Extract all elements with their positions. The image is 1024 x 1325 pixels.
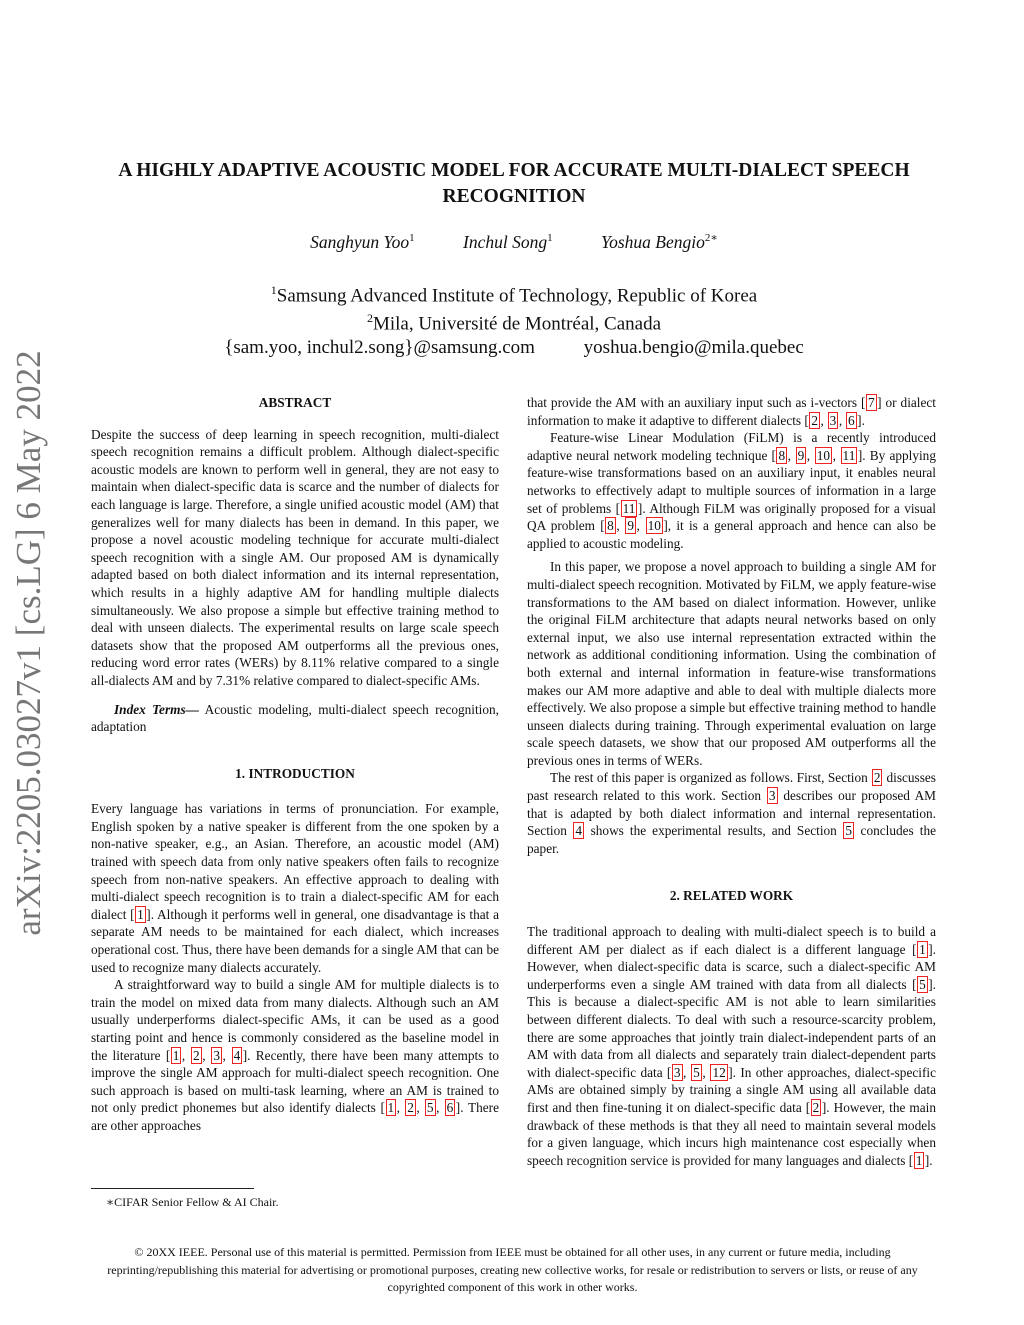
email-mila[interactable]: yoshua.bengio@mila.quebec bbox=[583, 336, 804, 358]
right-p4-text-e: concludes the paper. bbox=[527, 823, 936, 856]
citation-link[interactable]: 1 bbox=[915, 1152, 923, 1168]
intro-p2-text-c: ]. There are other approaches bbox=[91, 1100, 499, 1133]
citation-link[interactable]: 6 bbox=[446, 1100, 454, 1116]
introduction-heading: 1. INTRODUCTION bbox=[235, 765, 355, 781]
citation-link[interactable]: 1 bbox=[387, 1100, 395, 1116]
right-p2-text-a: Feature-wise Linear Modulation (FiLM) is a recently introduced adaptive neural network modeling technique [ bbox=[527, 430, 936, 463]
paper-title bbox=[100, 158, 928, 210]
intro-paragraph-1 bbox=[91, 800, 499, 976]
right-p1-text-a: that provide the AM with an auxiliary input such as i-vectors [ bbox=[527, 395, 866, 410]
citation-link[interactable]: 2 bbox=[811, 412, 819, 428]
footnote: ∗CIFAR Senior Fellow & AI Chair. bbox=[106, 1195, 279, 1209]
footnote-rule bbox=[91, 1188, 254, 1189]
right-p4-text-a: The rest of this paper is organized as follows. First, Section bbox=[550, 770, 872, 786]
intro-p2-text-b: ]. Recently, there have been many attempts to improve the single AM approach for multi-dialect speech recognition. One such approach is based on multi-task learning, where an AM is trained to not only predict phonemes but also identify dialects [ bbox=[91, 1047, 499, 1116]
related-text-f: ]. bbox=[924, 1152, 933, 1168]
citation-separator: , bbox=[616, 518, 625, 534]
citation-link[interactable]: 4 bbox=[233, 1047, 241, 1063]
citation-link[interactable]: 8 bbox=[607, 518, 614, 534]
email-line bbox=[100, 336, 928, 359]
right-column bbox=[527, 394, 936, 1169]
author-2 bbox=[463, 232, 553, 252]
affiliation-2-text: Mila, Université de Montréal, Canada bbox=[372, 313, 662, 335]
author-list bbox=[100, 231, 928, 253]
right-p1-text-b: ] or dialect information to make it adaptive to different dialects [ bbox=[527, 395, 936, 428]
affiliation-2 bbox=[100, 307, 928, 335]
citation-link[interactable]: 3 bbox=[673, 1064, 681, 1080]
citation-link[interactable]: 1 bbox=[137, 906, 144, 922]
author-3 bbox=[601, 232, 718, 252]
author-3-sup: 2∗ bbox=[704, 232, 718, 244]
left-column bbox=[91, 394, 499, 1135]
section-link[interactable]: 3 bbox=[768, 788, 776, 804]
intro-p1-text-b: ]. Although it performs well in general, one disadvantage is that a separate AM needs to be maintained for each dialect, which increases operational cost. Thus, there have been demands for a single AM that can be used to recognize many dialects accurately. bbox=[91, 906, 499, 975]
citation-link[interactable]: 3 bbox=[829, 412, 837, 428]
title-line-2: RECOGNITION bbox=[442, 186, 586, 207]
citation-separator: , bbox=[396, 1100, 405, 1116]
related-work-paragraph bbox=[527, 923, 936, 1169]
affiliation-1-text: Samsung Advanced Institute of Technology, Republic of Korea bbox=[276, 285, 758, 307]
citation-separator: , bbox=[222, 1047, 232, 1063]
arxiv-side-stamp: arXiv:2205.03027v1 [cs.LG] 6 May 2022 bbox=[9, 350, 48, 936]
right-p4-text-b: discusses past research related to this work. Section bbox=[527, 770, 936, 804]
author-1-sup: 1 bbox=[409, 232, 415, 244]
citation-separator: , bbox=[838, 412, 846, 428]
index-terms-text: Acoustic modeling, multi-dialect speech recognition, adaptation bbox=[91, 701, 499, 735]
related-text-a: The traditional approach to dealing with multi-dialect speech is to build a different AM per dialect as if each dialect is a different language [ bbox=[527, 924, 936, 957]
affiliation-1 bbox=[100, 279, 928, 307]
right-p4-text-c: describes our proposed AM that is adapted by both dialect information and internal representation. Section bbox=[527, 788, 936, 839]
citation-separator: , bbox=[702, 1064, 710, 1080]
right-paragraph-3: In this paper, we propose a novel approach to building a single AM for multi-dialect speech recognition. Motivated by FiLM, we apply feature-wise transformations to the AM based on dialect information. However, unlike the original FiLM architecture that adapts neural networks based on only external input, we also use internal representation extracted within the network as additional conditioning information. Using the combination of both external and internal information in feature-wise transformations makes our AM more adaptive and able to deal with multiple dialects more effectively. We also propose a simple but effective training method to handle unseen dialects during training. Through experimental evaluation on large scale speech datasets, we show that our proposed AM outperforms all the previous ones in terms of WERs. bbox=[527, 559, 936, 768]
citation-separator: , bbox=[636, 518, 646, 534]
citation-separator: , bbox=[181, 1047, 191, 1063]
citation-separator: , bbox=[832, 447, 841, 463]
citation-link[interactable]: 5 bbox=[919, 976, 926, 992]
citation-link[interactable]: 5 bbox=[693, 1064, 700, 1080]
citation-link[interactable]: 6 bbox=[847, 412, 855, 428]
right-p1-text-c: ]. bbox=[857, 412, 865, 428]
index-terms-label: Index Terms— bbox=[114, 701, 199, 717]
author-1 bbox=[310, 232, 415, 252]
citation-link[interactable]: 9 bbox=[627, 518, 635, 534]
citation-link[interactable]: 1 bbox=[919, 941, 926, 957]
citation-link[interactable]: 8 bbox=[778, 447, 786, 463]
right-p2-text-b: ]. By applying feature-wise transformations based on an auxiliary input, it enables neural networks to effectively adapt to multiple sources of information in a large set of problems [ bbox=[527, 447, 936, 516]
abstract-heading: ABSTRACT bbox=[258, 395, 332, 410]
right-p2-text-c: ]. Although FiLM was originally proposed for a visual QA problem [ bbox=[527, 500, 936, 534]
abstract-text: Despite the success of deep learning in speech recognition, multi-dialect speech recognition remains a difficult problem. Although dialect-specific acoustic models are known to perform well in general, they are not easy to maintain when dialect-specific data is scarce and the number of dialects for each language is large. Therefore, a single unified acoustic model (AM) that generalizes well for many dialects has been in demand. In this paper, we propose a novel acoustic modeling technique for accurate multi-dialect speech recognition with a single AM. Our proposed AM is dynamically adapted based on both dialect information and its internal representation, which results in a highly adaptive AM for handling multiple dialects simultaneously. We also propose a simple but effective training method to deal with unseen dialects. The experimental results on large scale speech datasets show that the proposed AM outperforms all the previous ones, reducing word error rates (WERs) by 8.11% relative compared to a single all-dialects AM and by 7.31% relative compared to dialect-specific AMs. bbox=[91, 426, 499, 688]
section-link[interactable]: 2 bbox=[873, 770, 881, 786]
affiliation-2-sup: 2 bbox=[366, 311, 373, 326]
citation-link[interactable]: 1 bbox=[172, 1047, 180, 1063]
citation-link[interactable]: 2 bbox=[407, 1100, 414, 1116]
citation-link[interactable]: 10 bbox=[647, 518, 661, 534]
author-3-name: Yoshua Bengio bbox=[601, 231, 705, 252]
citation-link[interactable]: 5 bbox=[426, 1100, 434, 1116]
related-text-c: ]. This is because a dialect-specific AM is not able to learn similarities between different dialects. To deal with such a resource-scarcity problem, there are some approaches that jointly train dialect-independent parts of an AM with data from all dialects and separately train dialect-dependent parts with dialect-specific data [ bbox=[527, 976, 936, 1080]
citation-link[interactable]: 12 bbox=[712, 1064, 726, 1080]
citation-separator: , bbox=[202, 1047, 211, 1063]
author-2-name: Inchul Song bbox=[463, 231, 548, 252]
citation-separator: , bbox=[787, 447, 796, 463]
citation-link[interactable]: 3 bbox=[213, 1047, 220, 1063]
related-text-d: ]. In other approaches, dialect-specific AMs are obtained simply by training a single AM using all available data first and then fine-tuning it on dialect-specific data [ bbox=[527, 1064, 936, 1115]
citation-link[interactable]: 2 bbox=[812, 1099, 820, 1115]
copyright-notice: © 20XX IEEE. Personal use of this material is permitted. Permission from IEEE must be obtained for all other uses, in any current or future media, including reprinting/republishing this material for advertising or promotional purposes, creating new collective works, for resale or redistribution to servers or lists, or reuse of any copyrighted component of this work in other works. bbox=[107, 1245, 918, 1294]
related-work-heading: 2. RELATED WORK bbox=[669, 888, 794, 904]
citation-link[interactable]: 11 bbox=[842, 447, 856, 463]
citation-separator: , bbox=[436, 1100, 445, 1116]
right-paragraph-2 bbox=[527, 429, 936, 552]
citation-separator: , bbox=[416, 1100, 425, 1116]
affiliations bbox=[100, 279, 928, 359]
citation-separator: , bbox=[820, 412, 828, 428]
citation-link[interactable]: 9 bbox=[797, 447, 805, 463]
intro-p1-text-a: Every language has variations in terms of pronunciation. For example, English spoken by a native speaker is different from the one spoken by a non-native speaker, e.g., an Asian. Therefore, an acoustic model (AM) trained with speech data from only native speakers often fails to recognize speech from non-native speakers. An effective approach to dealing with multi-dialect speech recognition is to train a dialect-specific AM for each dialect [ bbox=[91, 801, 499, 922]
author-2-sup: 1 bbox=[547, 232, 553, 244]
email-samsung[interactable]: {sam.yoo, inchul2.song}@samsung.com bbox=[224, 336, 535, 358]
intro-paragraph-2 bbox=[91, 976, 499, 1134]
citation-separator: , bbox=[806, 447, 815, 463]
citation-link[interactable]: 7 bbox=[867, 395, 875, 410]
right-paragraph-1 bbox=[527, 394, 936, 429]
citation-link[interactable]: 11 bbox=[622, 500, 636, 516]
related-text-b: ]. However, when dialect-specific data is scarce, such a dialect-specific AM underperforms even a single AM trained with data from all dialects [ bbox=[527, 941, 936, 992]
section-link[interactable]: 4 bbox=[575, 823, 583, 839]
author-1-name: Sanghyun Yoo bbox=[310, 231, 410, 252]
citation-link[interactable]: 2 bbox=[193, 1047, 200, 1063]
affiliation-1-sup: 1 bbox=[270, 283, 277, 297]
index-terms bbox=[91, 701, 499, 736]
title-line-1: A HIGHLY ADAPTIVE ACOUSTIC MODEL FOR ACCURATE MULTI-DIALECT SPEECH bbox=[118, 160, 910, 181]
right-paragraph-4 bbox=[527, 769, 936, 857]
related-text-e: ]. However, the main drawback of these methods is that they all need to maintain several models for a given language, which incurs high maintenance cost especially when speech recognition service is provided for many languages and dialects [ bbox=[527, 1099, 936, 1168]
right-p2-text-d: ], it is a general approach and hence can also be applied to acoustic modeling. bbox=[527, 518, 936, 551]
citation-link[interactable]: 10 bbox=[816, 447, 831, 463]
intro-p2-text-a: A straightforward way to build a single AM for multiple dialects is to train the model on mixed data from many dialects. Although such an AM usually underperforms dialect-specific AMs, it can be used as a good starting point and hence is commonly considered as the baseline model in the literature [ bbox=[91, 977, 499, 1063]
right-p4-text-d: shows the experimental results, and Section bbox=[584, 823, 843, 839]
citation-separator: , bbox=[683, 1064, 691, 1080]
section-link[interactable]: 5 bbox=[845, 823, 853, 839]
